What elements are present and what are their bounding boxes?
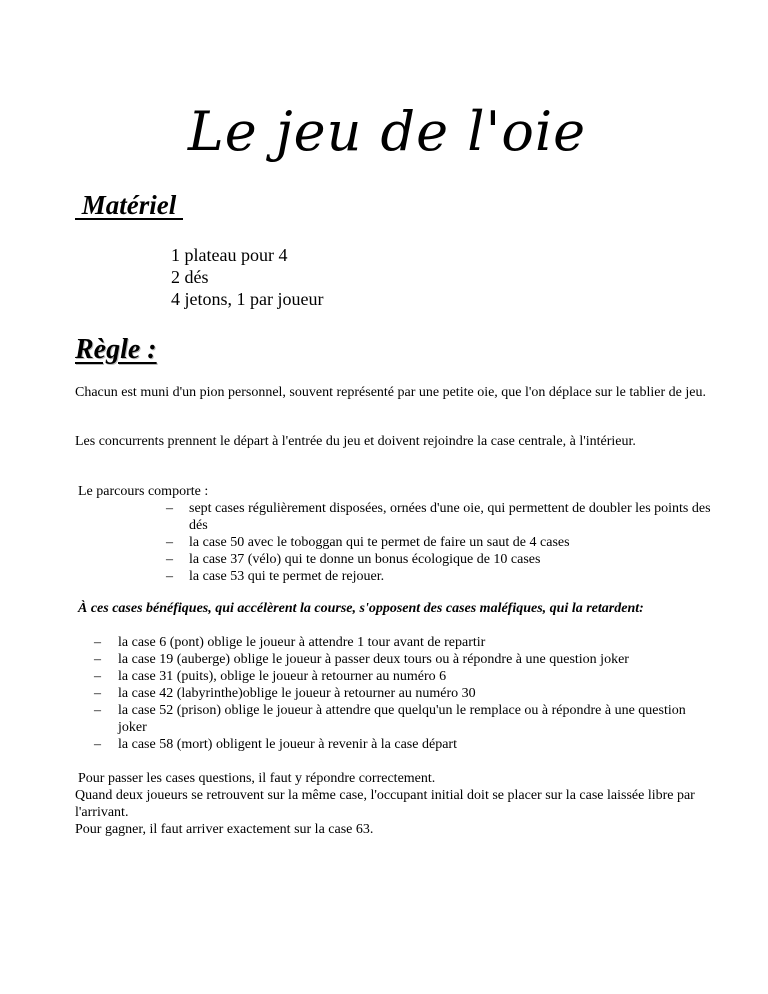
dash-bullet: – [94, 652, 101, 667]
list-item [166, 568, 719, 585]
regle-paragraph-depart: Les concurrents prennent le départ à l'entrée du jeu et doivent rejoindre la case centrale, à l'intérieur. [75, 434, 636, 449]
materiel-heading: Matériel [75, 190, 183, 220]
dash-bullet: – [94, 669, 101, 684]
list-item-text: la case 6 (pont) oblige le joueur à attendre 1 tour avant de repartir [118, 635, 486, 650]
dash-bullet: – [94, 686, 101, 701]
dash-bullet: – [166, 552, 173, 567]
malefiques-intro [75, 600, 715, 617]
list-item [166, 534, 719, 551]
list-item-text: la case 37 (vélo) qui te donne un bonus écologique de 10 cases [189, 552, 541, 567]
list-item [94, 634, 718, 651]
list-item-text: la case 52 (prison) oblige le joueur à attendre que quelqu'un le remplace ou à répondre à une question joker [118, 703, 686, 735]
materiel-item: 1 plateau pour 4 [171, 245, 288, 265]
list-item [166, 551, 719, 568]
list-item [94, 668, 718, 685]
dash-bullet: – [166, 569, 173, 584]
list-item-text: la case 50 avec le toboggan qui te permet de faire un saut de 4 cases [189, 535, 570, 550]
questions-text: Pour passer les cases questions, il faut y répondre correctement. [78, 771, 436, 786]
page-title: Le jeu de l'oie [187, 100, 587, 163]
dash-bullet: – [94, 737, 101, 752]
gagner-paragraph: Pour gagner, il faut arriver exactement sur la case 63. [75, 822, 374, 837]
list-item [94, 685, 718, 702]
list-item-text: la case 53 qui te permet de rejouer. [189, 569, 385, 584]
list-item [166, 500, 719, 534]
materiel-list [171, 244, 323, 310]
questions-paragraph [75, 770, 715, 787]
dash-bullet: – [94, 703, 101, 718]
list-item-text: la case 31 (puits), oblige le joueur à retourner au numéro 6 [118, 669, 447, 684]
malefiques-list [94, 634, 718, 753]
dash-bullet: – [94, 635, 101, 650]
list-item-text: la case 19 (auberge) oblige le joueur à passer deux tours ou à répondre à une question joker [118, 652, 629, 667]
list-item [94, 651, 718, 668]
parcours-list [166, 500, 719, 585]
list-item-text: sept cases régulièrement disposées, ornées d'une oie, qui permettent de doubler les points des dés [189, 501, 711, 533]
dash-bullet: – [166, 501, 173, 516]
regle-heading: Règle : [75, 334, 157, 365]
parcours-intro-text: Le parcours comporte : [78, 484, 209, 499]
list-item [94, 702, 718, 736]
regle-paragraph-pion: Chacun est muni d'un pion personnel, souvent représenté par une petite oie, que l'on déplace sur le tablier de jeu. [75, 385, 706, 400]
list-item [94, 736, 718, 753]
meme-case-paragraph: Quand deux joueurs se retrouvent sur la même case, l'occupant initial doit se placer sur la case laissée libre par l'arrivant. [75, 788, 695, 820]
materiel-item: 4 jetons, 1 par joueur [171, 289, 324, 309]
list-item-text: la case 42 (labyrinthe)oblige le joueur à retourner au numéro 30 [118, 686, 476, 701]
malefiques-intro-text: À ces cases bénéfiques, qui accélèrent la course, s'opposent des cases maléfiques, qui la retardent: [78, 601, 644, 616]
parcours-intro [75, 483, 715, 500]
list-item-text: la case 58 (mort) obligent le joueur à revenir à la case départ [118, 737, 457, 752]
materiel-item: 2 dés [171, 267, 209, 287]
dash-bullet: – [166, 535, 173, 550]
